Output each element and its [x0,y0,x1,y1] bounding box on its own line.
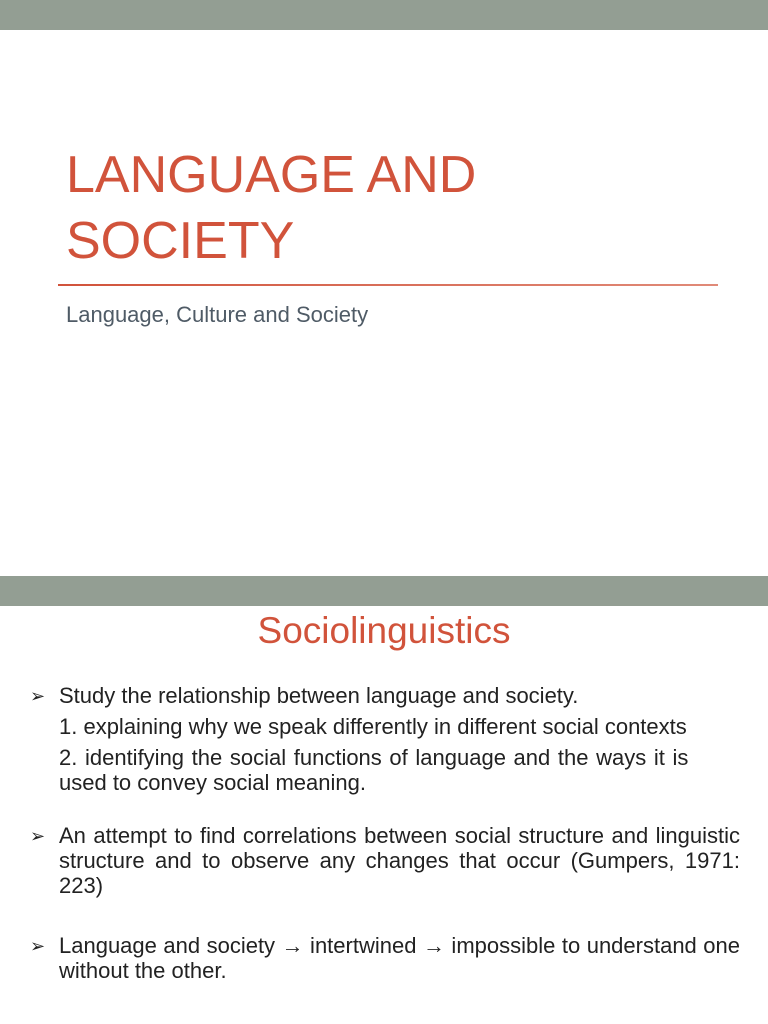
top-bar [0,576,768,606]
arrow-bullet-icon: ➢ [30,826,46,846]
slide-subtitle: Language, Culture and Society [66,302,369,327]
arrow-bullet-icon: ➢ [30,936,46,956]
sub-item-text: 1. explaining why we speak differently in different social contexts [59,714,687,739]
bullet-item [30,933,740,983]
sub-item-text-continued: used to convey social meaning. [59,770,366,795]
title-divider [58,284,718,286]
title-line-1: LANGUAGE AND [66,146,477,204]
top-bar [0,0,768,30]
sub-item [59,714,740,739]
bullet-text: An attempt to find correlations between social structure and linguistic structure and to observe any changes that occur (Gumpers, 1971: 223) [59,823,740,898]
slide-title [66,142,706,274]
bullet-text: Study the relationship between language and society. [59,683,579,708]
sub-item-text: 2. identifying the social functions of language and the ways it is [59,745,689,770]
sub-item [59,745,740,795]
title-line-2: SOCIETY [66,212,295,270]
bullet-list [30,683,740,983]
slide-heading: Sociolinguistics [257,610,511,651]
spacer [30,795,740,823]
content-slide [0,576,768,1024]
arrow-bullet-icon: ➢ [30,686,46,706]
spacer [30,898,740,933]
bullet-text: Language and society → intertwined → impossible to understand one without the other. [59,933,740,983]
bullet-item [30,823,740,898]
bullet-item [30,683,740,795]
